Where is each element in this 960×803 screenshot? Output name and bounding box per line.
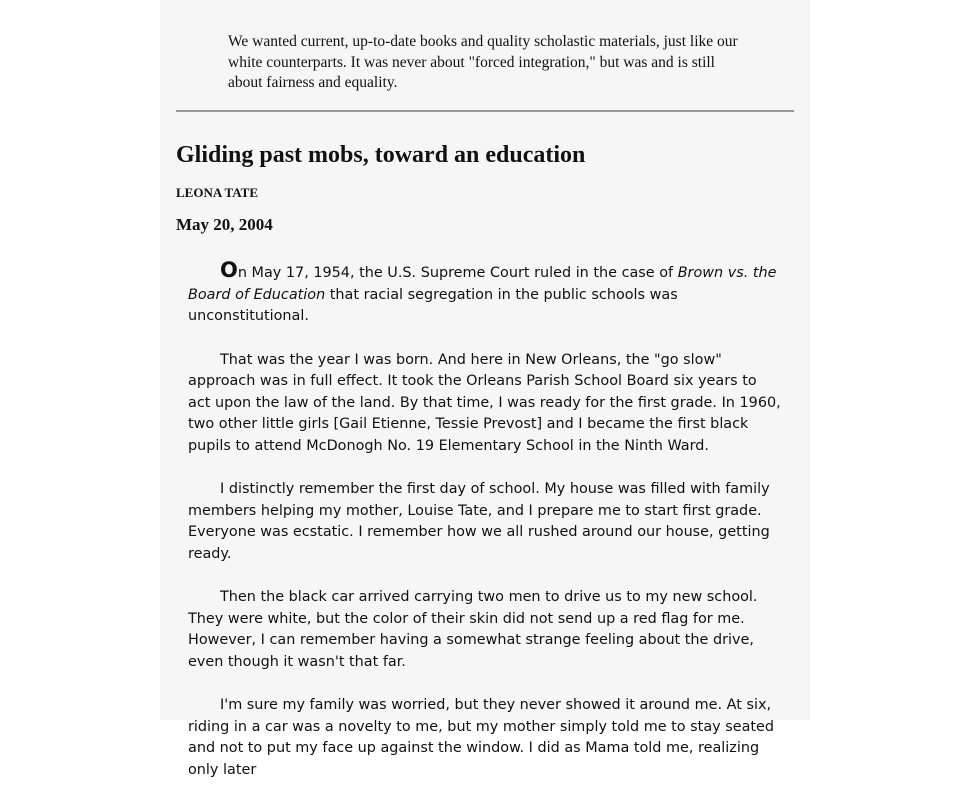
paragraph-1 — [188, 260, 783, 328]
article-date: May 20, 2004 — [176, 215, 273, 234]
article-body — [188, 260, 783, 803]
paragraph-4: Then the black car arrived carrying two men to drive us to my new school. They were white, but the color of their skin did not send up a red flag for me. However, I can remember having a somewhat strange feeling about the drive, even though it wasn't that far. — [188, 589, 758, 670]
paragraph-5: I'm sure my family was worried, but they never showed it around me. At six, riding in a car was a novelty to me, but my mother simply told me to stay seated and not to put my face up against the window. I did as Mama told me, realizing only later — [188, 697, 775, 778]
article-byline: LEONA TATE — [176, 185, 258, 200]
horizontal-divider — [176, 110, 794, 112]
article-headline: Gliding past mobs, toward an education — [176, 142, 586, 168]
paragraph-1-lead: n May 17, 1954, the U.S. Supreme Court ruled in the case of — [237, 265, 678, 281]
paragraph-1-tail: that racial segregation in the public schools was unconstitutional. — [188, 286, 678, 324]
case-name: Brown vs. the Board of Education — [188, 265, 777, 303]
paragraph-2: That was the year I was born. And here in New Orleans, the "go slow" approach was in full effect. It took the Orleans Parish School Board six years to act upon the law of the land. By that time, I was ready for the first grade. In 1960, two other little girls [Gail Etienne, Tessie Prevost] and I became the first black pupils to attend McDonogh No. 19 Elementary School in the Ninth Ward. — [188, 351, 781, 454]
document-page — [160, 0, 810, 778]
drop-cap: O — [220, 258, 238, 282]
pull-quote: We wanted current, up-to-date books and quality scholastic materials, just like our white counterparts. It was never about "forced integration," but was and is still about fairness and equality. — [228, 33, 738, 91]
paragraph-3: I distinctly remember the first day of school. My house was filled with family members helping my mother, Louise Tate, and I prepare me to start first grade. Everyone was ecstatic. I remember how we all rushed around our house, getting ready. — [188, 481, 770, 562]
